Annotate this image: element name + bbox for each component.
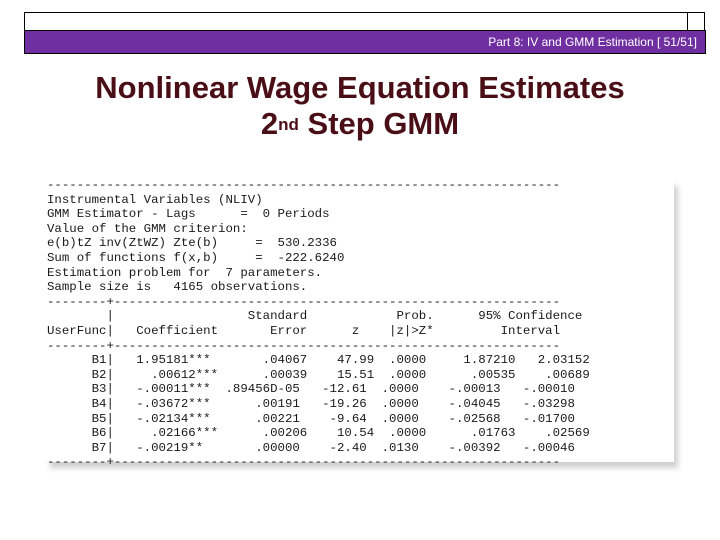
output-line: --------+------------------------------------------------------------ xyxy=(47,455,561,470)
slide-header-text: Part 8: IV and GMM Estimation [ 51/51] xyxy=(488,35,697,49)
output-line: --------------------------------------------------------------------- xyxy=(47,178,561,192)
output-line: Estimation problem for 7 parameters. xyxy=(47,265,323,280)
output-line: Sum of functions f(x,b) = -222.6240 xyxy=(47,250,345,265)
estimation-output-text xyxy=(47,178,590,470)
top-frame-tab xyxy=(687,12,705,31)
output-line: B6| .02166*** .00206 10.54 .0000 .01763 .02569 xyxy=(47,426,590,441)
slide-title-line1: Nonlinear Wage Equation Estimates xyxy=(95,70,625,105)
output-line: --------+------------------------------------------------------------ xyxy=(47,338,561,353)
output-line: Instrumental Variables (NLIV) xyxy=(47,192,263,207)
output-line: e(b)tZ inv(ZtWZ) Zte(b) = 530.2336 xyxy=(47,236,337,251)
output-line: | Standard Prob. 95% Confidence xyxy=(47,309,583,324)
slide-header-bar xyxy=(24,30,706,54)
output-line: B3| -.00011*** .89456D-05 -12.61 .0000 -.00013 -.00010 xyxy=(47,382,575,397)
output-line: B7| -.00219** .00000 -2.40 .0130 -.00392 -.00046 xyxy=(47,440,575,455)
output-line: B4| -.03672*** .00191 -19.26 .0000 -.04045 -.03298 xyxy=(47,396,575,411)
output-line: B1| 1.95181*** .04067 47.99 .0000 1.87210 2.03152 xyxy=(47,353,590,368)
top-frame-bar xyxy=(24,12,688,30)
output-line: Sample size is 4165 observations. xyxy=(47,280,308,295)
title-line2-superscript: nd xyxy=(278,115,299,134)
output-line: --------+------------------------------------------------------------ xyxy=(47,294,561,309)
title-line2-prefix: 2 xyxy=(260,106,279,141)
output-line: GMM Estimator - Lags = 0 Periods xyxy=(47,207,330,222)
estimation-output-panel xyxy=(44,178,674,470)
output-line: Value of the GMM criterion: xyxy=(47,221,248,236)
slide-title xyxy=(0,70,720,142)
slide-title-line2 xyxy=(0,106,720,142)
output-line: B5| -.02134*** .00221 -9.64 .0000 -.02568 -.01700 xyxy=(47,411,575,426)
output-line: B2| .00612*** .00039 15.51 .0000 .00535 .00689 xyxy=(47,367,590,382)
output-line: UserFunc| Coefficient Error z |z|>Z* Interval xyxy=(47,323,561,338)
title-line2-suffix: Step GMM xyxy=(298,106,460,141)
